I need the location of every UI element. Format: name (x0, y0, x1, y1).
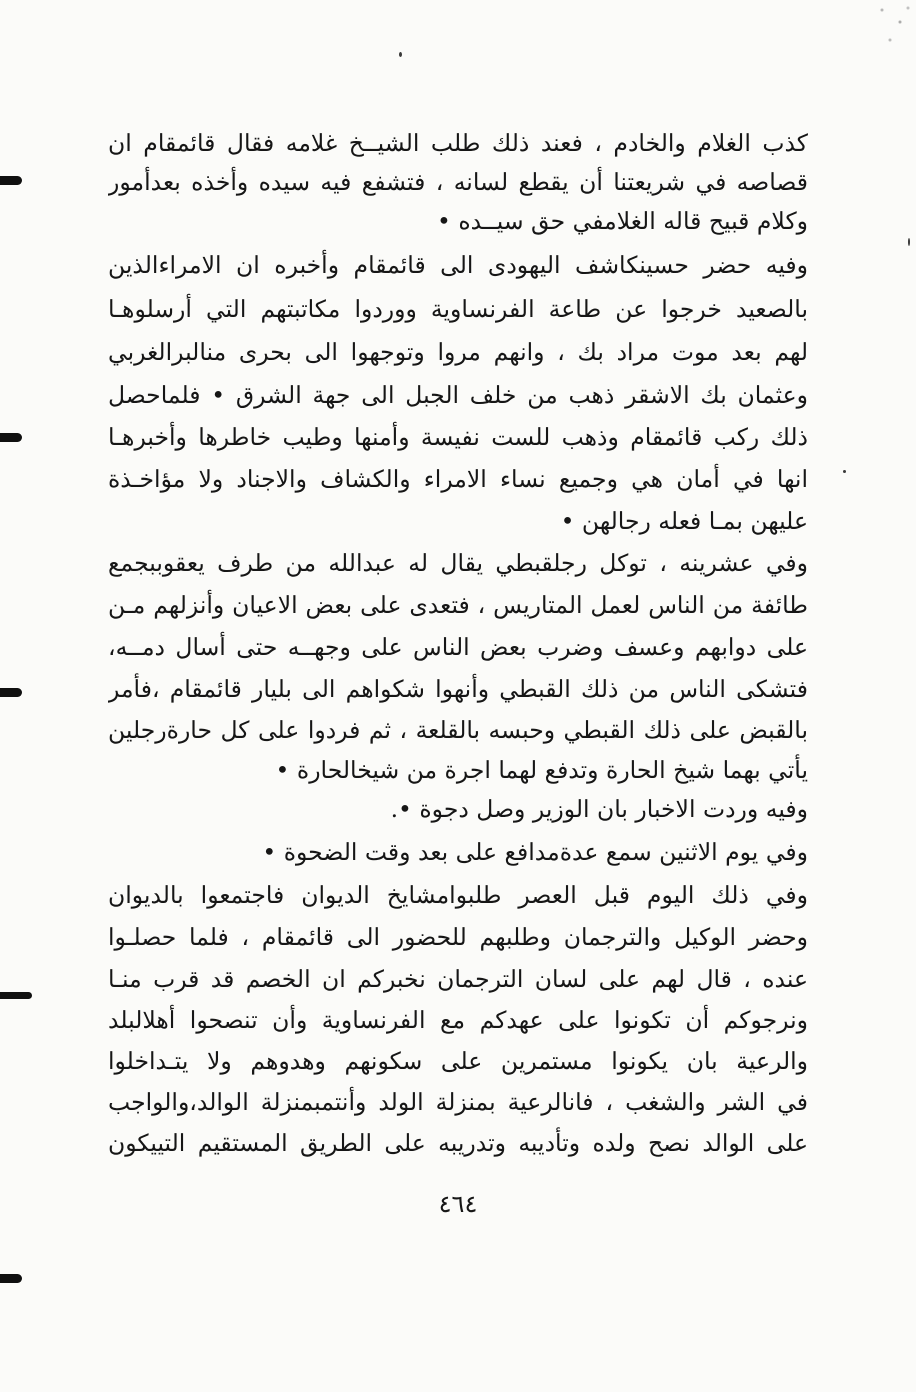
text-line: فتشكى الناس من ذلك القبطي وأنهوا شكواهم الى بليار قائمقام ،فأمر (108, 675, 808, 703)
binding-mark (0, 433, 22, 442)
text-line: ونرجوكم أن تكونوا على عهدكم مع الفرنساوية وأن تنصحوا أهلالبلد (108, 1006, 808, 1034)
text-line: وكلام قبيح قاله الغلامفي حق سيــده • (437, 207, 808, 235)
text-line: عليهن بمـا فعله رجالهن • (560, 507, 808, 535)
paper-edge-noise (870, 0, 916, 60)
text-line: كذب الغلام والخادم ، فعند ذلك طلب الشيــخ غلامه فقال قائمقام ان (108, 129, 808, 157)
text-line: طائفة من الناس لعمل المتاريس ، فتعدى على بعض الاعيان وأنزلهم مـن (108, 591, 808, 619)
text-line: وفي يوم الاثنين سمع عدةمدافع على بعد وقت الضحوة • (262, 838, 808, 866)
binding-mark (0, 1274, 22, 1283)
binding-mark (0, 176, 22, 185)
ink-speck (843, 470, 846, 473)
text-line: وفي عشرينه ، توكل رجلقبطي يقال له عبدالله من طرف يعقوببجمع (108, 549, 808, 577)
page-number: ٤٦٤ (438, 1190, 478, 1218)
text-line: قصاصه في شريعتنا أن يقطع لسانه ، فتشفع فيه سيده وأخذه بعدأمور (108, 168, 808, 196)
text-line: وفي ذلك اليوم قبل العصر طلبوامشايخ الديوان فاجتمعوا بالديوان (108, 881, 808, 909)
text-line: وفيه وردت الاخبار بان الوزير وصل دجوة •. (390, 795, 808, 823)
text-line: عنده ، قال لهم على لسان الترجمان نخبركم ان الخصم قد قرب منـا (108, 965, 808, 993)
text-line: بالصعيد خرجوا عن طاعة الفرنساوية ووردوا مكاتبتهم التي أرسلوهـا (108, 295, 808, 323)
text-line: على الوالد نصح ولده وتأديبه وتدريبه على الطريق المستقيم التييكون (108, 1129, 808, 1157)
binding-mark (0, 688, 22, 697)
text-line: ذلك ركب قائمقام وذهب للست نفيسة وأمنها وطيب خاطرها وأخبرهـا (108, 423, 808, 451)
text-line: وعثمان بك الاشقر ذهب من خلف الجبل الى جهة الشرق • فلماحصل (108, 381, 808, 409)
binding-mark (0, 992, 32, 999)
text-line: انها في أمان هي وجميع نساء الامراء والكشاف والاجناد ولا مؤاخـذة (108, 465, 808, 493)
text-line: والرعية بان يكونوا مستمرين على سكونهم وهدوهم ولا يتـداخلوا (108, 1047, 808, 1075)
text-line: لهم بعد موت مراد بك ، وانهم مروا وتوجهوا الى بحرى منالبرالغربي (108, 338, 808, 366)
ink-speck (399, 52, 402, 57)
text-line: في الشر والشغب ، فانالرعية بمنزلة الولد وأنتمبمنزلة الوالد،والواجب (108, 1088, 808, 1116)
text-line: وفيه حضر حسينكاشف اليهودى الى قائمقام وأخبره ان الامراءالذين (108, 251, 808, 279)
text-line: وحضر الوكيل والترجمان وطلبهم للحضور الى قائمقام ، فلما حصلـوا (108, 923, 808, 951)
ink-speck (908, 238, 910, 246)
text-line: على دوابهم وعسف وضرب بعض الناس على وجهــه حتى أسال دمــه، (108, 633, 808, 661)
text-line: يأتي بهما شيخ الحارة وتدفع لهما اجرة من شيخالحارة • (275, 756, 808, 784)
text-line: بالقبض على ذلك القبطي وحبسه بالقلعة ، ثم فردوا على كل حارةرجلين (108, 716, 808, 744)
